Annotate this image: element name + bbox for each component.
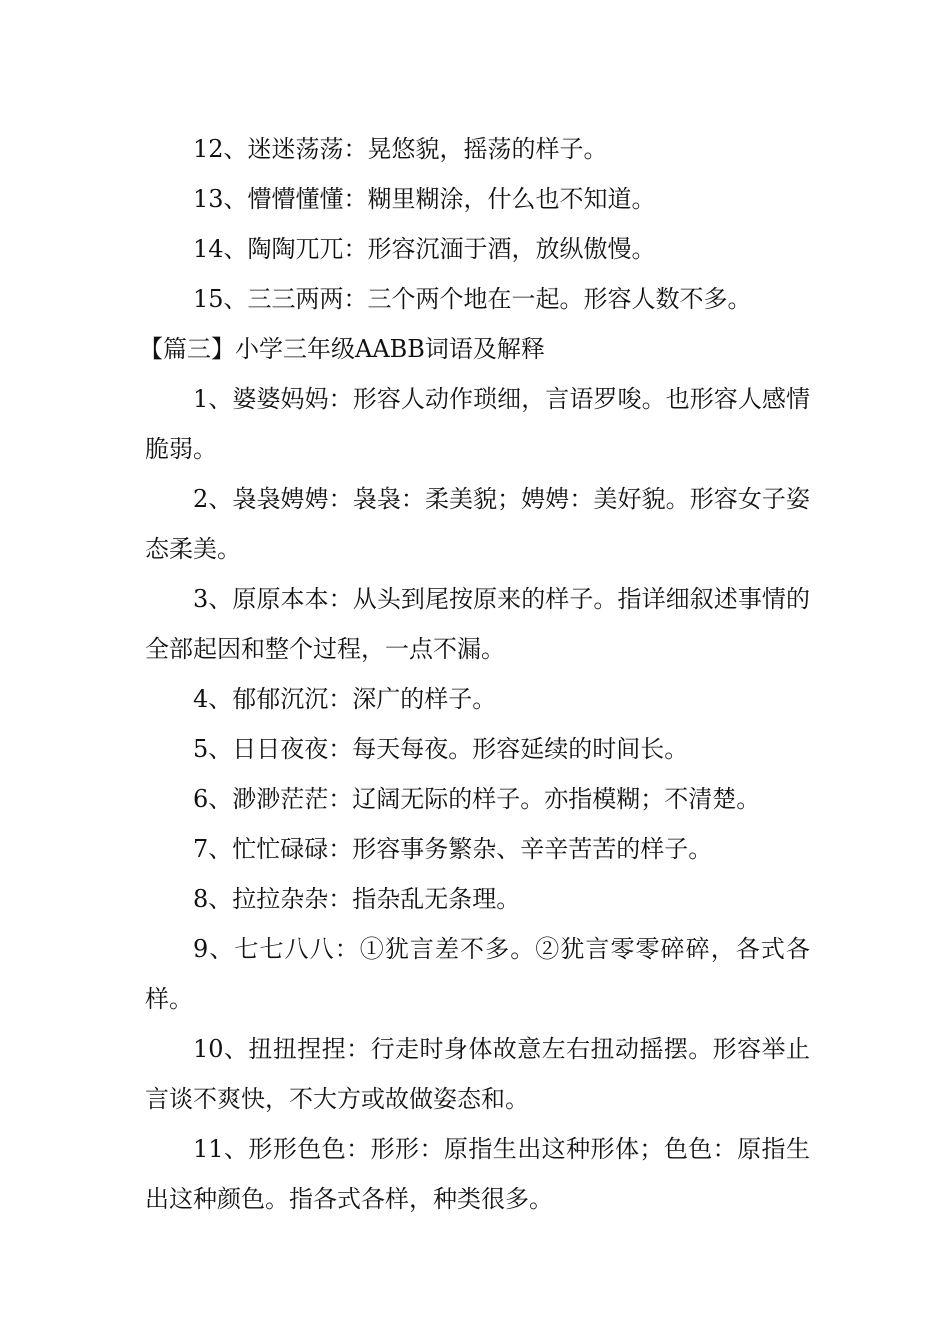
list-item: 10、扭扭捏捏：行走时身体故意左右扭动摇摆。形容举止言谈不爽快，不大方或故做姿态和。 xyxy=(145,1035,810,1113)
list-item: 11、形形色色：形形：原指生出这种形体；色色：原指生出这种颜色。指各式各样，种类很多。 xyxy=(145,1135,810,1213)
list-item: 14、陶陶兀兀：形容沉湎于酒，放纵傲慢。 xyxy=(193,235,656,263)
list-item: 6、渺渺茫茫：辽阔无际的样子。亦指模糊；不清楚。 xyxy=(193,785,761,813)
list-item: 5、日日夜夜：每天每夜。形容延续的时间长。 xyxy=(193,735,689,763)
list-item: 13、懵懵懂懂：糊里糊涂，什么也不知道。 xyxy=(193,185,656,213)
section-title: 【篇三】小学三年级AABB词语及解释 xyxy=(139,335,545,363)
list-item: 8、拉拉杂杂：指杂乱无条理。 xyxy=(193,885,521,913)
list-item: 4、郁郁沉沉：深广的样子。 xyxy=(193,685,497,713)
list-item: 7、忙忙碌碌：形容事务繁杂、辛辛苦苦的样子。 xyxy=(193,835,713,863)
list-item: 15、三三两两：三个两个地在一起。形容人数不多。 xyxy=(193,285,752,313)
list-item: 3、原原本本：从头到尾按原来的样子。指详细叙述事情的全部起因和整个过程，一点不漏。 xyxy=(145,585,810,663)
list-item: 12、迷迷荡荡：晃悠貌，摇荡的样子。 xyxy=(193,135,608,163)
list-item: 1、婆婆妈妈：形容人动作琐细，言语罗唆。也形容人感情脆弱。 xyxy=(145,385,810,463)
document-body xyxy=(139,124,810,1224)
list-item: 9、七七八八：①犹言差不多。②犹言零零碎碎，各式各样。 xyxy=(145,935,810,1013)
list-item: 2、袅袅娉娉：袅袅：柔美貌；娉娉：美好貌。形容女子姿态柔美。 xyxy=(145,485,810,563)
